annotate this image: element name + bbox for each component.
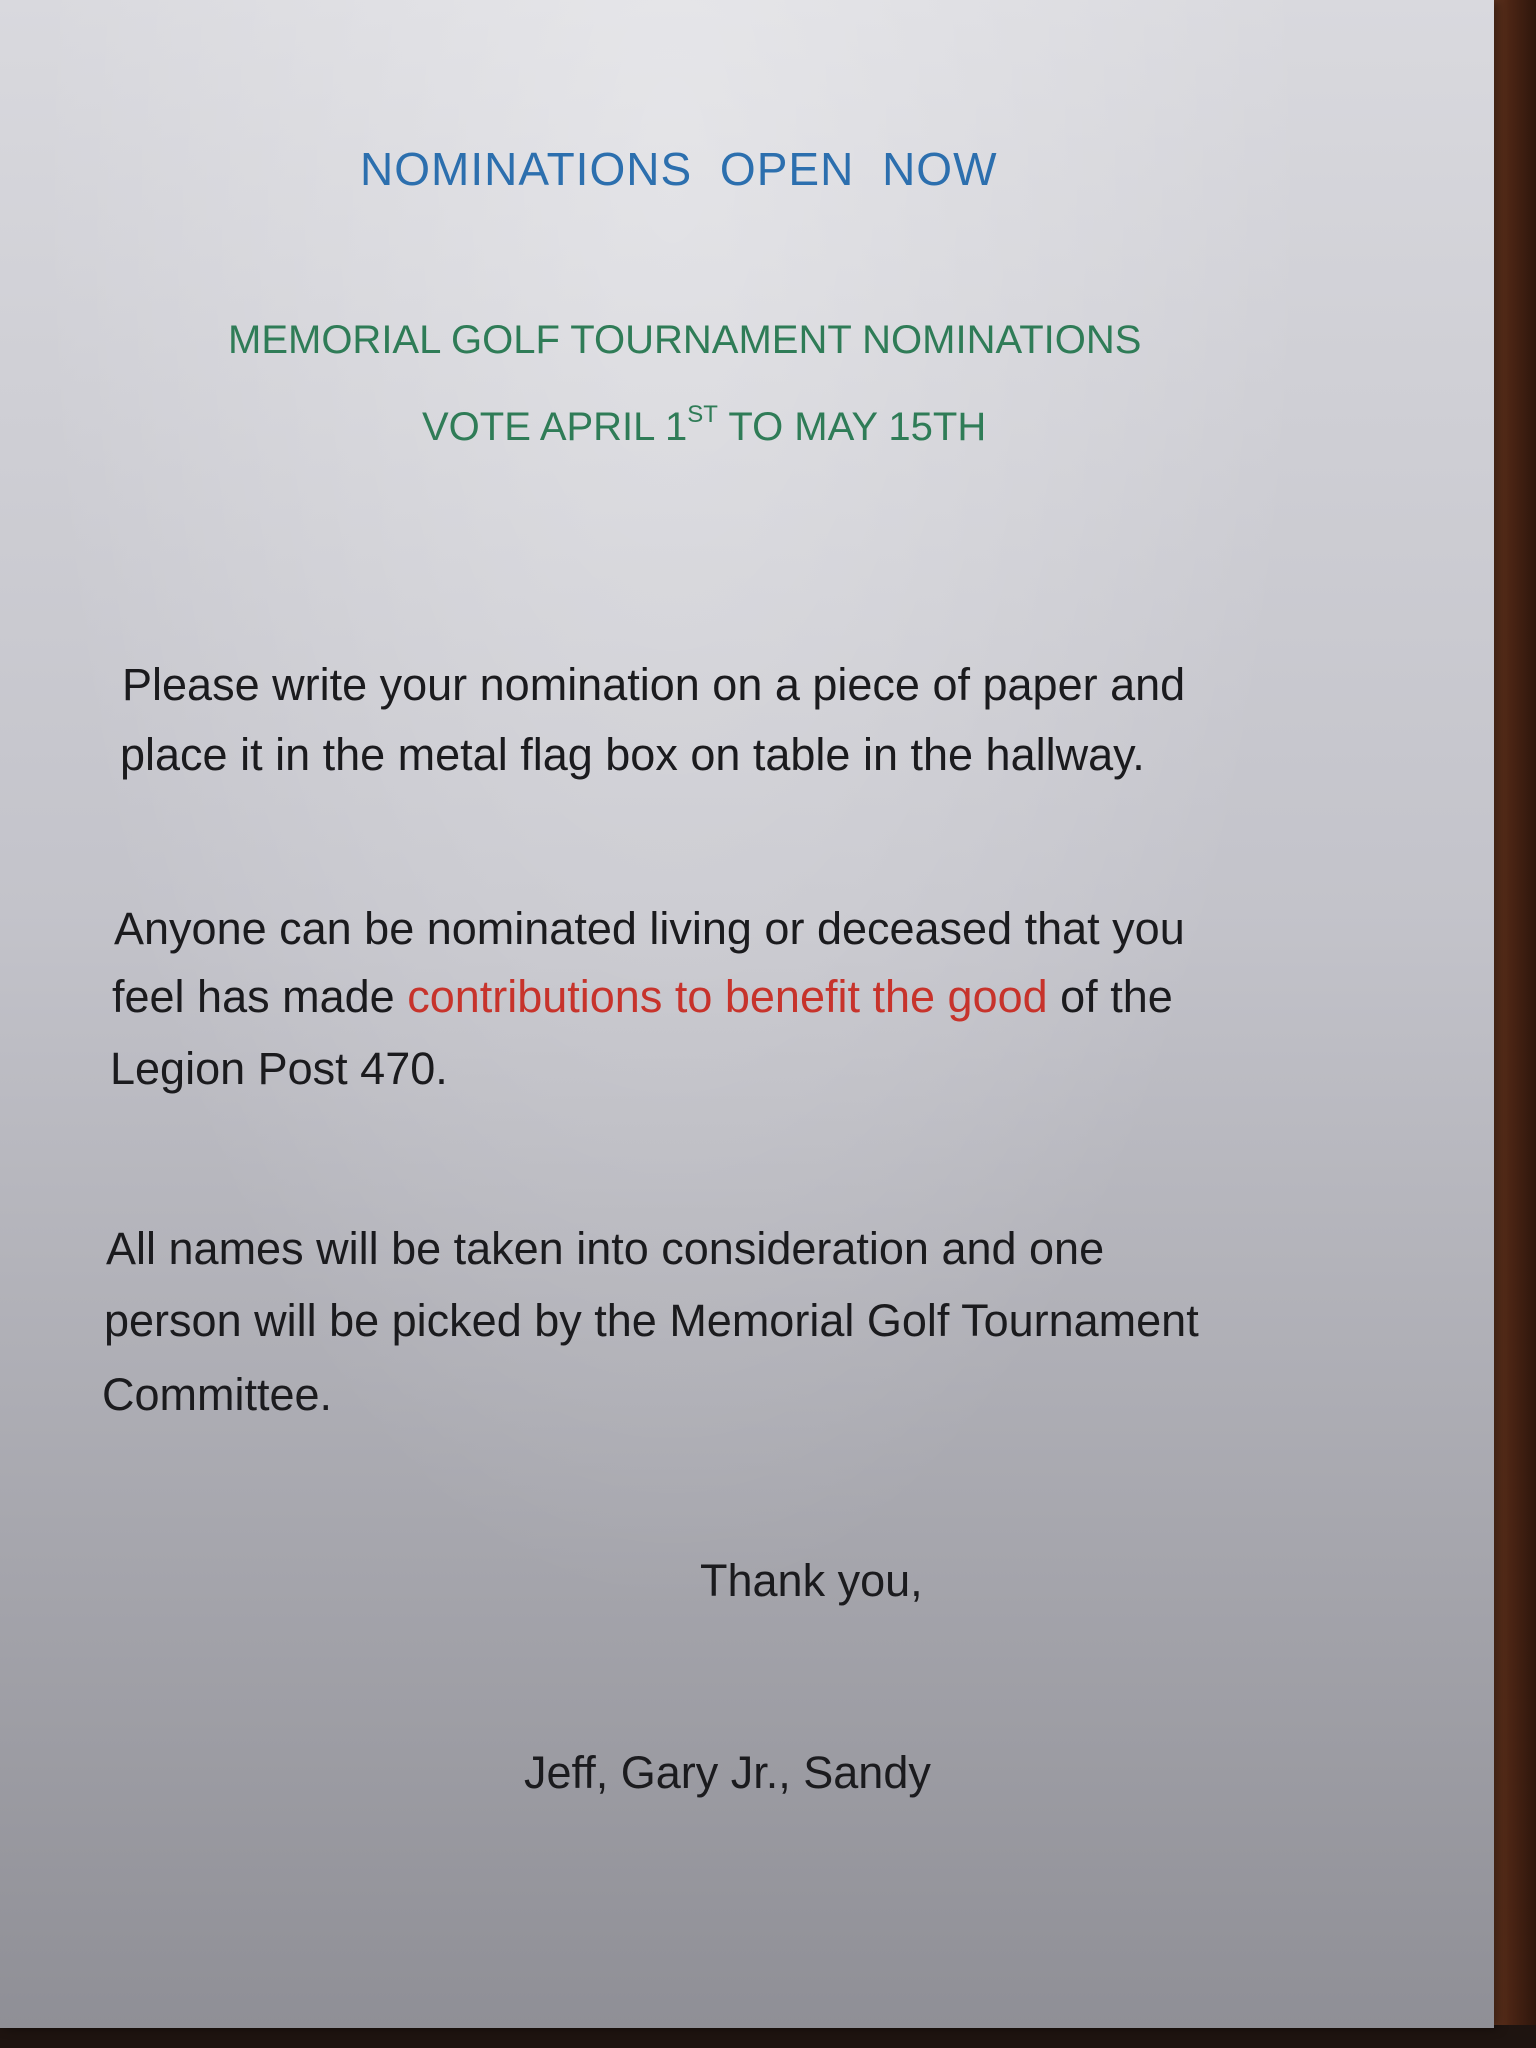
wood-background bbox=[1490, 0, 1536, 2048]
eligibility-line-2 bbox=[112, 972, 1173, 1022]
vote-dates-start: VOTE APRIL 1 bbox=[422, 405, 688, 449]
vote-dates bbox=[422, 402, 986, 449]
notice-heading: NOMINATIONS OPEN NOW bbox=[360, 143, 998, 195]
selection-line-2: person will be picked by the Memorial Golf Tournament bbox=[104, 1295, 1199, 1346]
eligibility-line-1: Anyone can be nominated living or deceased that you bbox=[114, 903, 1185, 954]
selection-line-3: Committee. bbox=[102, 1369, 333, 1420]
eligibility-line-2-end: of the bbox=[1047, 971, 1173, 1022]
selection-line-1: All names will be taken into consideration and one bbox=[106, 1223, 1105, 1274]
notice-subheading: MEMORIAL GOLF TOURNAMENT NOMINATIONS bbox=[228, 318, 1142, 362]
instructions-line-1: Please write your nomination on a piece of paper and bbox=[122, 659, 1186, 710]
instructions-line-2: place it in the metal flag box on table in the hallway. bbox=[120, 729, 1145, 780]
vote-dates-superscript: ST bbox=[687, 401, 718, 428]
highlighted-phrase: contributions to benefit the good bbox=[407, 971, 1048, 1022]
floor-background bbox=[0, 2025, 1536, 2048]
closing-text: Thank you, bbox=[700, 1555, 923, 1606]
eligibility-line-2-start: feel has made bbox=[112, 971, 408, 1022]
vote-dates-end: TO MAY 15TH bbox=[717, 405, 987, 449]
signature-names: Jeff, Gary Jr., Sandy bbox=[524, 1747, 931, 1798]
eligibility-line-3: Legion Post 470. bbox=[110, 1043, 448, 1094]
